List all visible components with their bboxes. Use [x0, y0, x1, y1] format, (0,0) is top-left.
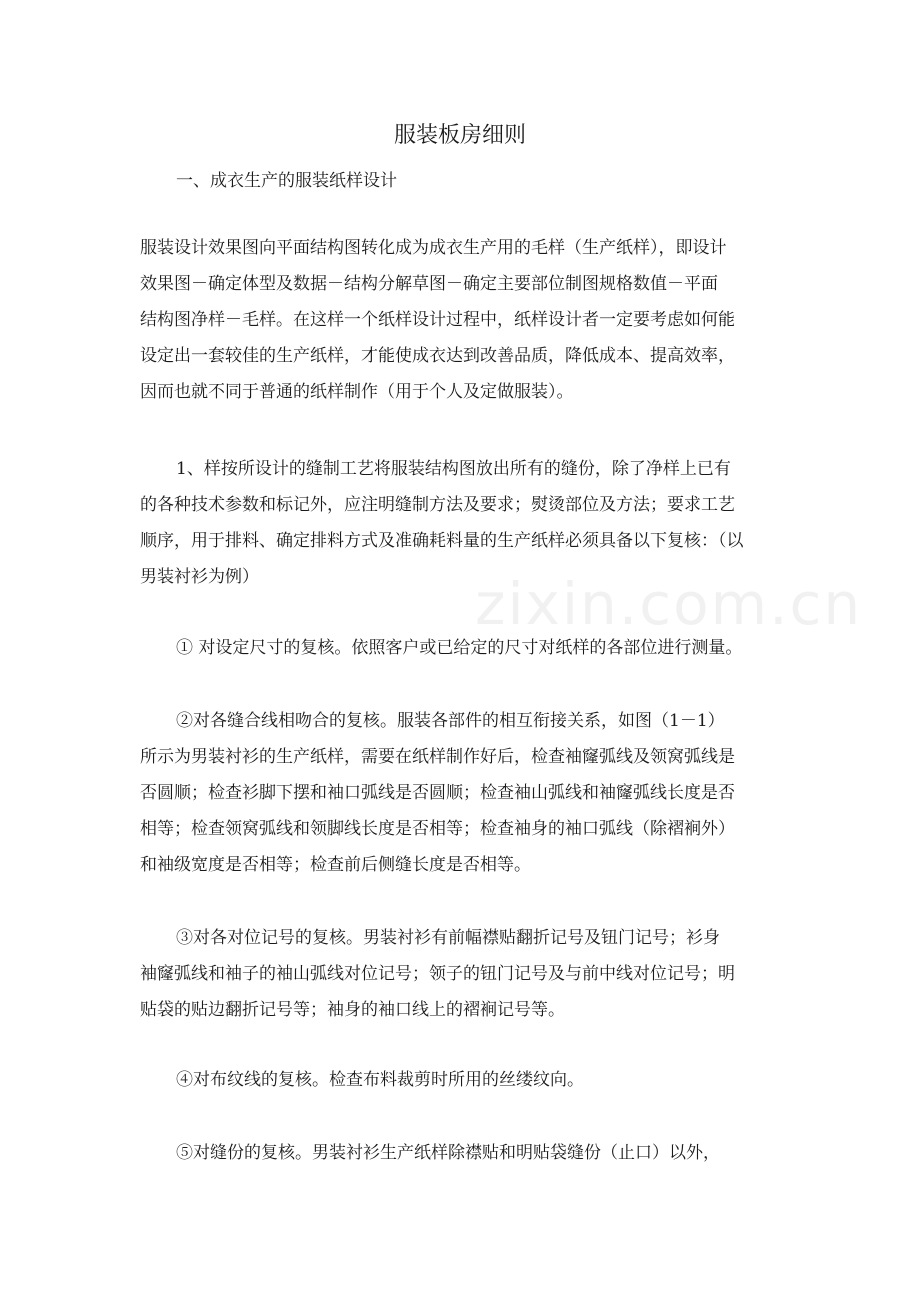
- paragraph-line: ① 对设定尺寸的复核。依照客户或已给定的尺寸对纸样的各部位进行测量。: [176, 638, 743, 658]
- paragraph-line: 相等；检查领窝弧线和领脚线长度是否相等；检查袖身的袖口弧线（除褶裥外）: [140, 819, 735, 839]
- paragraph-line: 否圆顺；检查衫脚下摆和袖口弧线是否圆顺；检查袖山弧线和袖窿弧线长度是否: [140, 783, 735, 803]
- document-title: 服装板房细则: [393, 123, 526, 148]
- paragraph-line: 效果图－确定体型及数据－结构分解草图－确定主要部位制图规格数值－平面: [140, 274, 718, 294]
- paragraph-line: 结构图净样－毛样。在这样一个纸样设计过程中，纸样设计者一定要考虑如何能: [140, 310, 735, 330]
- item-1-paragraph: [140, 630, 804, 666]
- item-4-paragraph: [140, 1062, 804, 1098]
- paragraph-line: ④对布纹线的复核。检查布料裁剪时所用的丝缕纹向。: [176, 1070, 584, 1090]
- paragraph-line: 所示为男装衬衫的生产纸样，需要在纸样制作好后，检查袖窿弧线及领窝弧线是: [140, 747, 735, 767]
- paragraph-line: ②对各缝合线相吻合的复核。服装各部件的相互衔接关系，如图（1－1）: [176, 711, 725, 731]
- paragraph-line: 设定出一套较佳的生产纸样，才能使成衣达到改善品质，降低成本、提高效率，: [140, 346, 735, 366]
- item-2-paragraph: [140, 703, 804, 883]
- paragraph-line: 因而也就不同于普通的纸样制作（用于个人及定做服装）。: [140, 382, 574, 402]
- section-heading: 一、成衣生产的服装纸样设计: [176, 171, 397, 191]
- paragraph-line: 1、样按所设计的缝制工艺将服装结构图放出所有的缝份，除了净样上已有: [176, 459, 731, 479]
- paragraph-line: 的各种技术参数和标记外，应注明缝制方法及要求；熨烫部位及方法；要求工艺: [140, 495, 735, 515]
- paragraph-line: ⑤对缝份的复核。男装衬衫生产纸样除襟贴和明贴袋缝份（止口）以外，: [176, 1143, 720, 1163]
- watermark: zixin.com.cn: [475, 570, 863, 638]
- item-3-paragraph: [140, 920, 804, 1028]
- paragraph-line: ③对各对位记号的复核。男装衬衫有前幅襟贴翻折记号及钮门记号；衫身: [176, 928, 720, 948]
- item-5-paragraph: [140, 1135, 804, 1171]
- paragraph-line: 顺序，用于排料、确定排料方式及准确耗料量的生产纸样必须具备以下复核：（以: [140, 531, 744, 551]
- paragraph-line: 服装设计效果图向平面结构图转化成为成衣生产用的毛样（生产纸样），即设计: [140, 238, 727, 258]
- paragraph-line: 男装衬衫为例）: [140, 567, 259, 587]
- point-1-paragraph: [140, 451, 804, 595]
- paragraph-line: 贴袋的贴边翻折记号等；袖身的袖口线上的褶裥记号等。: [140, 1000, 565, 1020]
- paragraph-line: 袖窿弧线和袖子的袖山弧线对位记号；领子的钮门记号及与前中线对位记号；明: [140, 964, 735, 984]
- paragraph-line: 和袖级宽度是否相等；检查前后侧缝长度是否相等。: [140, 855, 531, 875]
- intro-paragraph: [140, 230, 804, 410]
